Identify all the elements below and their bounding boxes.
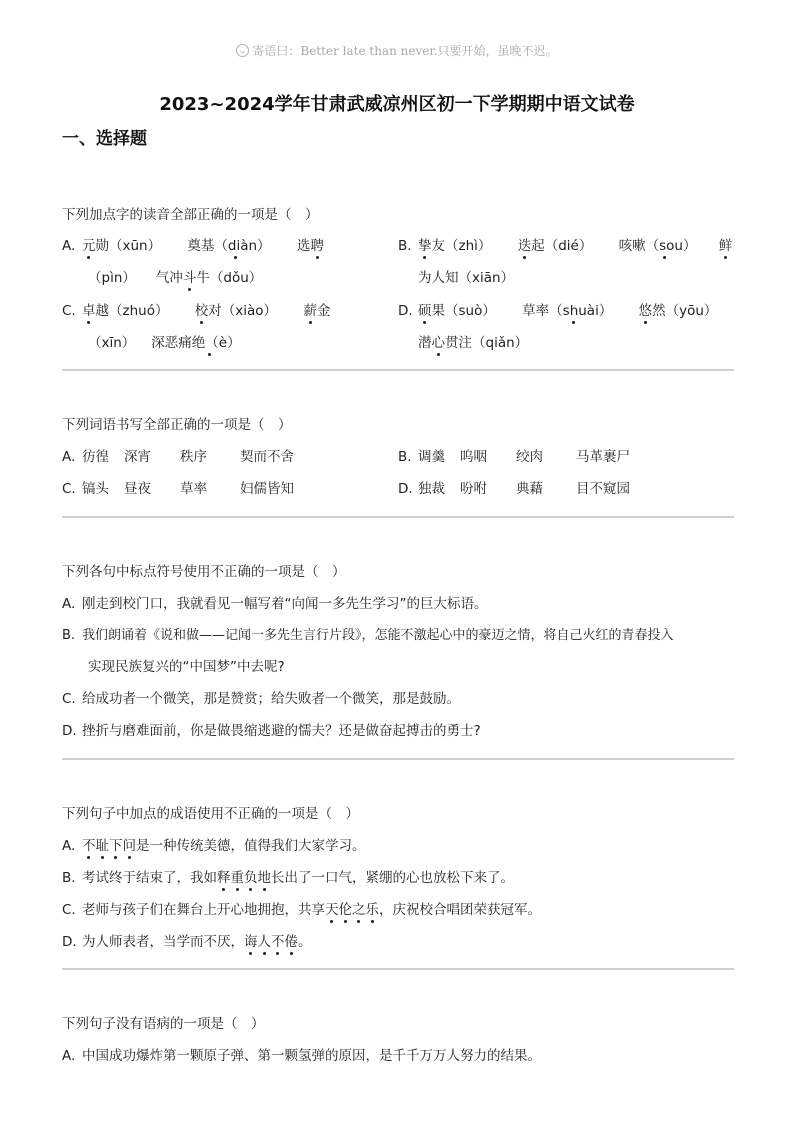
dotted-char: 鲜	[719, 234, 733, 254]
option-label: A.	[62, 596, 76, 612]
question-5-stem: 下列句子没有语病的一项是（ ）	[62, 1016, 265, 1032]
word-part: 友（zhì）	[431, 238, 492, 254]
option-text: 老师与孩子们在舞台上开心地拥抱，共享	[82, 902, 325, 918]
section-title: 一、选择题	[62, 129, 147, 149]
option-label: B.	[398, 449, 412, 465]
option-text: 刚走到校门口，我就看见一幅写着“向闻一多先生学习”的巨大标语。	[82, 596, 488, 612]
dotted-char: 痛绝（è）	[178, 331, 240, 351]
word: 镐头	[82, 481, 109, 497]
q2-option-d	[398, 477, 630, 497]
word: 马革裹尸	[576, 449, 630, 465]
q2-option-a	[62, 445, 294, 465]
word-part: 奠	[187, 238, 201, 254]
option-text: 挫折与磨难面前，你是做畏缩逃避的懦夫？还是做奋起搏击的勇士?	[82, 723, 481, 739]
q3-option-c	[62, 687, 460, 707]
option-text: 。	[298, 934, 312, 950]
q1-option-a-line1	[62, 234, 324, 254]
word: 目不窥园	[576, 481, 630, 497]
option-label: D.	[62, 723, 77, 739]
smiley-icon	[236, 44, 249, 57]
question-1-stem: 下列加点字的读音全部正确的一项是（ ）	[62, 207, 319, 223]
word-part: 草	[522, 303, 536, 319]
option-label: A.	[62, 238, 76, 254]
word: 秩序	[180, 449, 207, 465]
option-text: 是一种传统美德，值得我们大家学习。	[136, 838, 366, 854]
option-text: 我们朗诵着《说和做——记闻一多先生言行片段》，怎能不激起心中的豪迈之情，将自己火红的青春投入	[82, 628, 674, 643]
word-part: 为人知（xiān）	[418, 270, 515, 286]
option-label: C.	[62, 691, 76, 707]
dotted-char: 卓	[82, 299, 96, 319]
question-4-stem: 下列句子中加点的成语使用不正确的一项是（ ）	[62, 806, 359, 822]
option-label: A.	[62, 449, 76, 465]
page-title: 2023~2024学年甘肃武威凉州区初一下学期期中语文试卷	[159, 94, 635, 115]
dotted-char: 释	[217, 866, 231, 886]
dotted-char: 伦	[339, 898, 353, 918]
option-label: D.	[398, 303, 413, 319]
word-part: 深恶	[151, 335, 179, 351]
motto-text: 寄语曰：Better late than never.只要开始，虽晚不迟。	[252, 44, 558, 58]
option-text: ，庆祝校合唱团荣获冠军。	[379, 902, 541, 918]
word: 草率	[180, 481, 207, 497]
q1-option-d-line1	[398, 299, 717, 319]
word-part: 勋	[95, 238, 109, 254]
dotted-char: 嗽（sou）	[632, 234, 696, 254]
word: 吩咐	[460, 481, 487, 497]
option-text: 考试终于结束了，我如	[82, 870, 217, 886]
option-label: B.	[398, 238, 412, 254]
word-part: 金	[316, 303, 331, 319]
q1-option-c-line2	[88, 331, 241, 351]
word-part: 咳	[618, 238, 633, 254]
q1-option-d-line2	[418, 331, 528, 351]
word-part: 气冲	[155, 270, 183, 286]
dotted-char: 下	[109, 834, 123, 854]
pinyin: （xīn）	[88, 335, 136, 351]
dotted-char: 薪	[303, 299, 317, 319]
word: 深宵	[124, 449, 151, 465]
dotted-char: 之	[352, 898, 366, 918]
option-text: 为人师表者，当学而不厌，	[82, 934, 244, 950]
dotted-char: 负	[244, 866, 258, 886]
q4-option-c	[62, 898, 541, 918]
dotted-char: 元	[82, 234, 96, 254]
q2-option-b	[398, 445, 630, 465]
option-label: B.	[62, 870, 76, 886]
q3-option-a	[62, 592, 488, 612]
header-motto	[0, 42, 794, 59]
q1-option-b-line2	[418, 266, 514, 286]
q1-option-b-line1	[398, 234, 732, 254]
q3-option-d	[62, 719, 481, 739]
q3-option-b-line1	[62, 624, 674, 643]
option-label: B.	[62, 628, 76, 643]
word-part: 注（qiǎn）	[458, 335, 529, 351]
word: 典藉	[516, 481, 543, 497]
dotted-char: 倦	[285, 930, 299, 950]
question-2-stem: 下列词语书写全部正确的一项是（ ）	[62, 417, 292, 433]
dotted-char: 人	[258, 930, 272, 950]
dotted-char: 聘	[310, 234, 324, 254]
dotted-char: 校	[195, 299, 209, 319]
word: 调羹	[418, 449, 445, 465]
dotted-char: 地	[258, 866, 272, 886]
dotted-char: 迭	[518, 234, 532, 254]
q1-option-a-line2	[88, 266, 262, 286]
word: 绞肉	[516, 449, 543, 465]
q4-option-d	[62, 930, 312, 950]
pinyin: （xūn）	[109, 238, 162, 254]
word-part: 越（zhuó）	[95, 303, 169, 319]
pinyin: （pìn）	[88, 270, 136, 286]
dotted-char: 悠	[639, 299, 653, 319]
dotted-char: 挚	[418, 234, 432, 254]
option-label: A.	[62, 838, 76, 854]
dotted-char: 不	[82, 834, 96, 854]
divider	[62, 968, 734, 970]
divider	[62, 369, 734, 371]
dotted-char: 硕	[418, 299, 432, 319]
word: 彷徨	[82, 449, 109, 465]
word-part: 对（xiào）	[208, 303, 278, 319]
dotted-char: 潜心贯	[418, 331, 459, 351]
dotted-char: 天	[325, 898, 339, 918]
dotted-char: 基（diàn）	[201, 234, 271, 254]
option-text: 中国成功爆炸第一颗原子弹、第一颗氢弹的原因，是千千万万人努力的结果。	[82, 1048, 541, 1064]
dotted-char: 重	[231, 866, 245, 886]
dotted-char: 诲	[244, 930, 258, 950]
word: 昼夜	[124, 481, 151, 497]
dotted-char: 不	[271, 930, 285, 950]
dotted-char: 问	[123, 834, 137, 854]
q4-option-b	[62, 866, 514, 886]
word-part: 果（suò）	[431, 303, 496, 319]
word: 契而不舍	[240, 449, 294, 465]
pinyin: 牛（dǒu）	[196, 270, 263, 286]
option-label: C.	[62, 481, 76, 497]
word-part: 选	[296, 238, 311, 254]
option-label: D.	[62, 934, 77, 950]
word: 呜咽	[460, 449, 487, 465]
option-label: D.	[398, 481, 413, 497]
option-label: C.	[62, 303, 76, 319]
option-text: 给成功者一个微笑，那是赞赏；给失败者一个微笑，那是鼓励。	[82, 691, 460, 707]
q2-option-c	[62, 477, 294, 497]
q4-option-a	[62, 834, 366, 854]
q3-option-b-line2: 实现民族复兴的“中国梦”中去呢?	[88, 659, 285, 675]
option-label: A.	[62, 1048, 76, 1064]
divider	[62, 758, 734, 760]
dotted-char: 斗	[183, 266, 197, 286]
dotted-char: 率（shuài）	[536, 299, 613, 319]
q5-option-a	[62, 1044, 541, 1064]
option-text: 长出了一口气，紧绷的心也放松下来了。	[271, 870, 514, 886]
word-part: 起（dié）	[531, 238, 593, 254]
dotted-char: 乐	[366, 898, 380, 918]
dotted-char: 耻	[96, 834, 110, 854]
word-part: 然（yōu）	[652, 303, 718, 319]
option-label: C.	[62, 902, 76, 918]
word: 独裁	[418, 481, 445, 497]
divider	[62, 516, 734, 518]
word: 妇儒皆知	[240, 481, 294, 497]
q1-option-c-line1	[62, 299, 330, 319]
question-3-stem: 下列各句中标点符号使用不正确的一项是（ ）	[62, 564, 346, 580]
